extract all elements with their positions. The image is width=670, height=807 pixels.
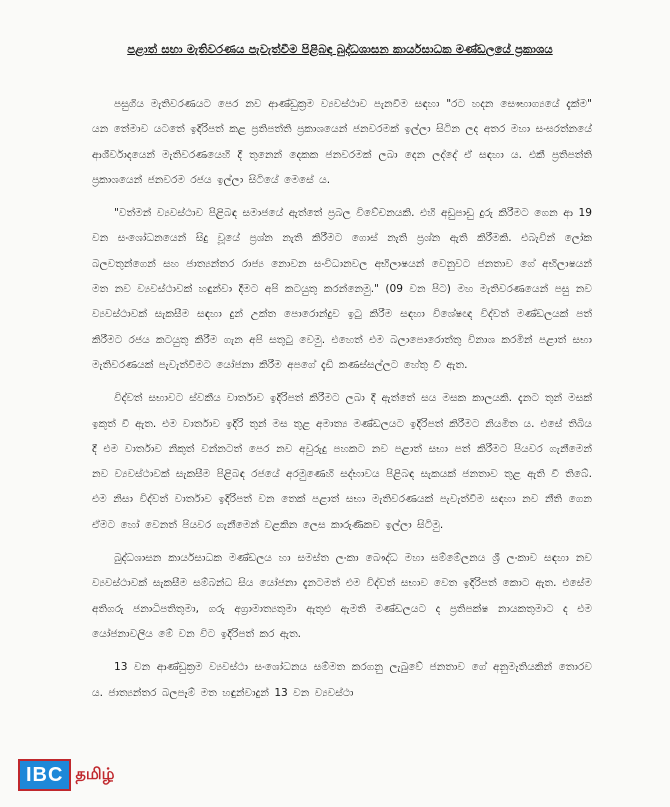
paragraph-5: 13 වන ආණ්ඩුක්‍රම ව්‍යවස්ථා සංශෝධනය සම්මත කරගනු ලැබුවේ ජනතාව ගේ අනුමැතියකින් තොරව ය. ජාත්‍යන්තර බලපෑම් මත හඳුන්වාදුන් 13 වන ව්‍යවස්ථා bbox=[92, 661, 592, 699]
paragraph-2: "වත්මන් ව්‍යවස්ථාව පිළිබඳ සමාජයේ ඇත්තේ ප්‍රබල විවේචනයකි. එහි අඩුපාඩු දුරු කිරීමට ගෙන ආ 19 වන සංශෝධනයෙන් සිදු වූයේ ප්‍රශ්න නැති කිරීමට ගොස් නැති ප්‍රශ්න ඇති කිරීමකි. එබැවින් ලෝක බලවතුන්ගෙන් සහ ජාත්‍යන්තර රාජ්‍ය නොවන සංවිධානවල අභිලාෂයන් වෙනුවට ජනතාව ගේ අභිලාෂයන් මත නව ව්‍යවස්ථාවක් හඳුන්වා දීමට අපි කටයුතු කරන්නෙමු." (09 වන පිට) මහ මැතිවරණයෙන් පසු නව ව්‍යවස්ථාවක් සැකසීම සඳහා දුන් උක්ත පොරොන්දුව ඉටු කිරීම සඳහා විශේෂඥ විද්වත් මණ්ඩලයක් පත් කිරීමට රජය කටයුතු කිරීම ගැන අපි සතුටු වෙමු. එහෙත් එම බලාපොරොත්තු විනාශ කරමින් පළාත් සභා මැතිවරණයක් පැවැත්වීමට යෝජනා කිරීම අපගේ දැඩි කණස්සල්ලට හේතු වී ඇත. bbox=[92, 207, 592, 371]
paragraph-3: විද්වත් සභාවට ස්වකීය වාර්තාව ඉදිරිපත් කිරීමට ලබා දී ඇත්තේ සය මසක කාලයකි. දැනට තුන් මසක් ඉකුත් වී ඇත. එම වාර්තාව ඉදිරි තුන් මස තුළ අමාත්‍ය මණ්ඩලයට ඉදිරිපත් කිරීමට නියමිත ය. එසේ තිබිය දී එම වාර්තාව නිකුත් වන්නටත් පෙර නව අවුරුදු පහකට නව පළාත් සභා පත් කිරීමට පියවර ගැනීමෙන් නව ව්‍යවස්ථාවක් සැකසීම පිළිබඳ රජයේ අරමුණෙහි සද්භාවය පිළිබඳ සැකයක් ජනතාව තුළ ඇති වී තිබේ. එම නිසා විද්වත් වාර්තාව ඉදිරිපත් වන තෙක් පළාත් සභා මැතිවරණයක් පැවැත්වීම සඳහා නව නීති ගෙන ඒමට හෝ වෙනත් පියවර ගැනීමෙන් වළකින ලෙස කාරුණිකව ඉල්ලා සිටිමු. bbox=[92, 392, 592, 531]
paragraph-4: බුද්ධශාසන කාර්යසාධක මණ්ඩලය හා සමස්ත ලංකා බෞද්ධ මහා සම්මේලනය ශ්‍රී ලංකාව සඳහා නව ව්‍යවස්ථාවක් සැකසීම සම්බන්ධ සිය යෝජනා දැනටමත් එම විද්වත් සභාව වෙත ඉදිරිපත් කොට ඇත. එසේම අතිගරු ජනාධිපතිතුමා, ගරු අග්‍රාමාත්‍යතුමා ඇතුළු ඇමති මණ්ඩලයට ද ප්‍රතිපක්ෂ නායකතුමාට ද එම යෝජනාවලිය මේ වන විට ඉදිරිපත් කර ඇත. bbox=[92, 552, 592, 640]
ibc-watermark-logo bbox=[18, 760, 115, 790]
document-title: පළාත් සභා මැතිවරණය පැවැත්වීම පිළිබඳ බුද්ධශාසන කාර්යසාධක මණ්ඩලයේ ප්‍රකාශය bbox=[127, 42, 553, 56]
paragraph-1: පසුගිය මැතිවරණයට පෙර නව ආණ්ඩුක්‍රම ව්‍යවස්ථාව පැනවීම සඳහා "රට හදන සෞභාග්‍යයේ දැක්ම" යන තේමාව යටතේ ඉදිරිපත් කළ ප්‍රතිපත්ති ප්‍රකාශයෙන් ජනවරමක් ඉල්ලා සිටින ලද අතර මහා සංඝරත්නයේ ආශීර්වාදයෙන් මැතිවරණයෙහි දී තුනෙන් දෙකක ජනවරමක් ලබා දෙන ලද්දේ ඒ සඳහා ය. එකී ප්‍රතිපත්ති ප්‍රකාශයෙන් ජනවරම රජය ඉල්ලා සිටියේ මෙසේ ය. bbox=[92, 98, 592, 186]
document-body bbox=[92, 92, 592, 714]
logo-subtext: தமிழ் bbox=[75, 766, 115, 783]
logo-text: IBC bbox=[18, 759, 71, 791]
